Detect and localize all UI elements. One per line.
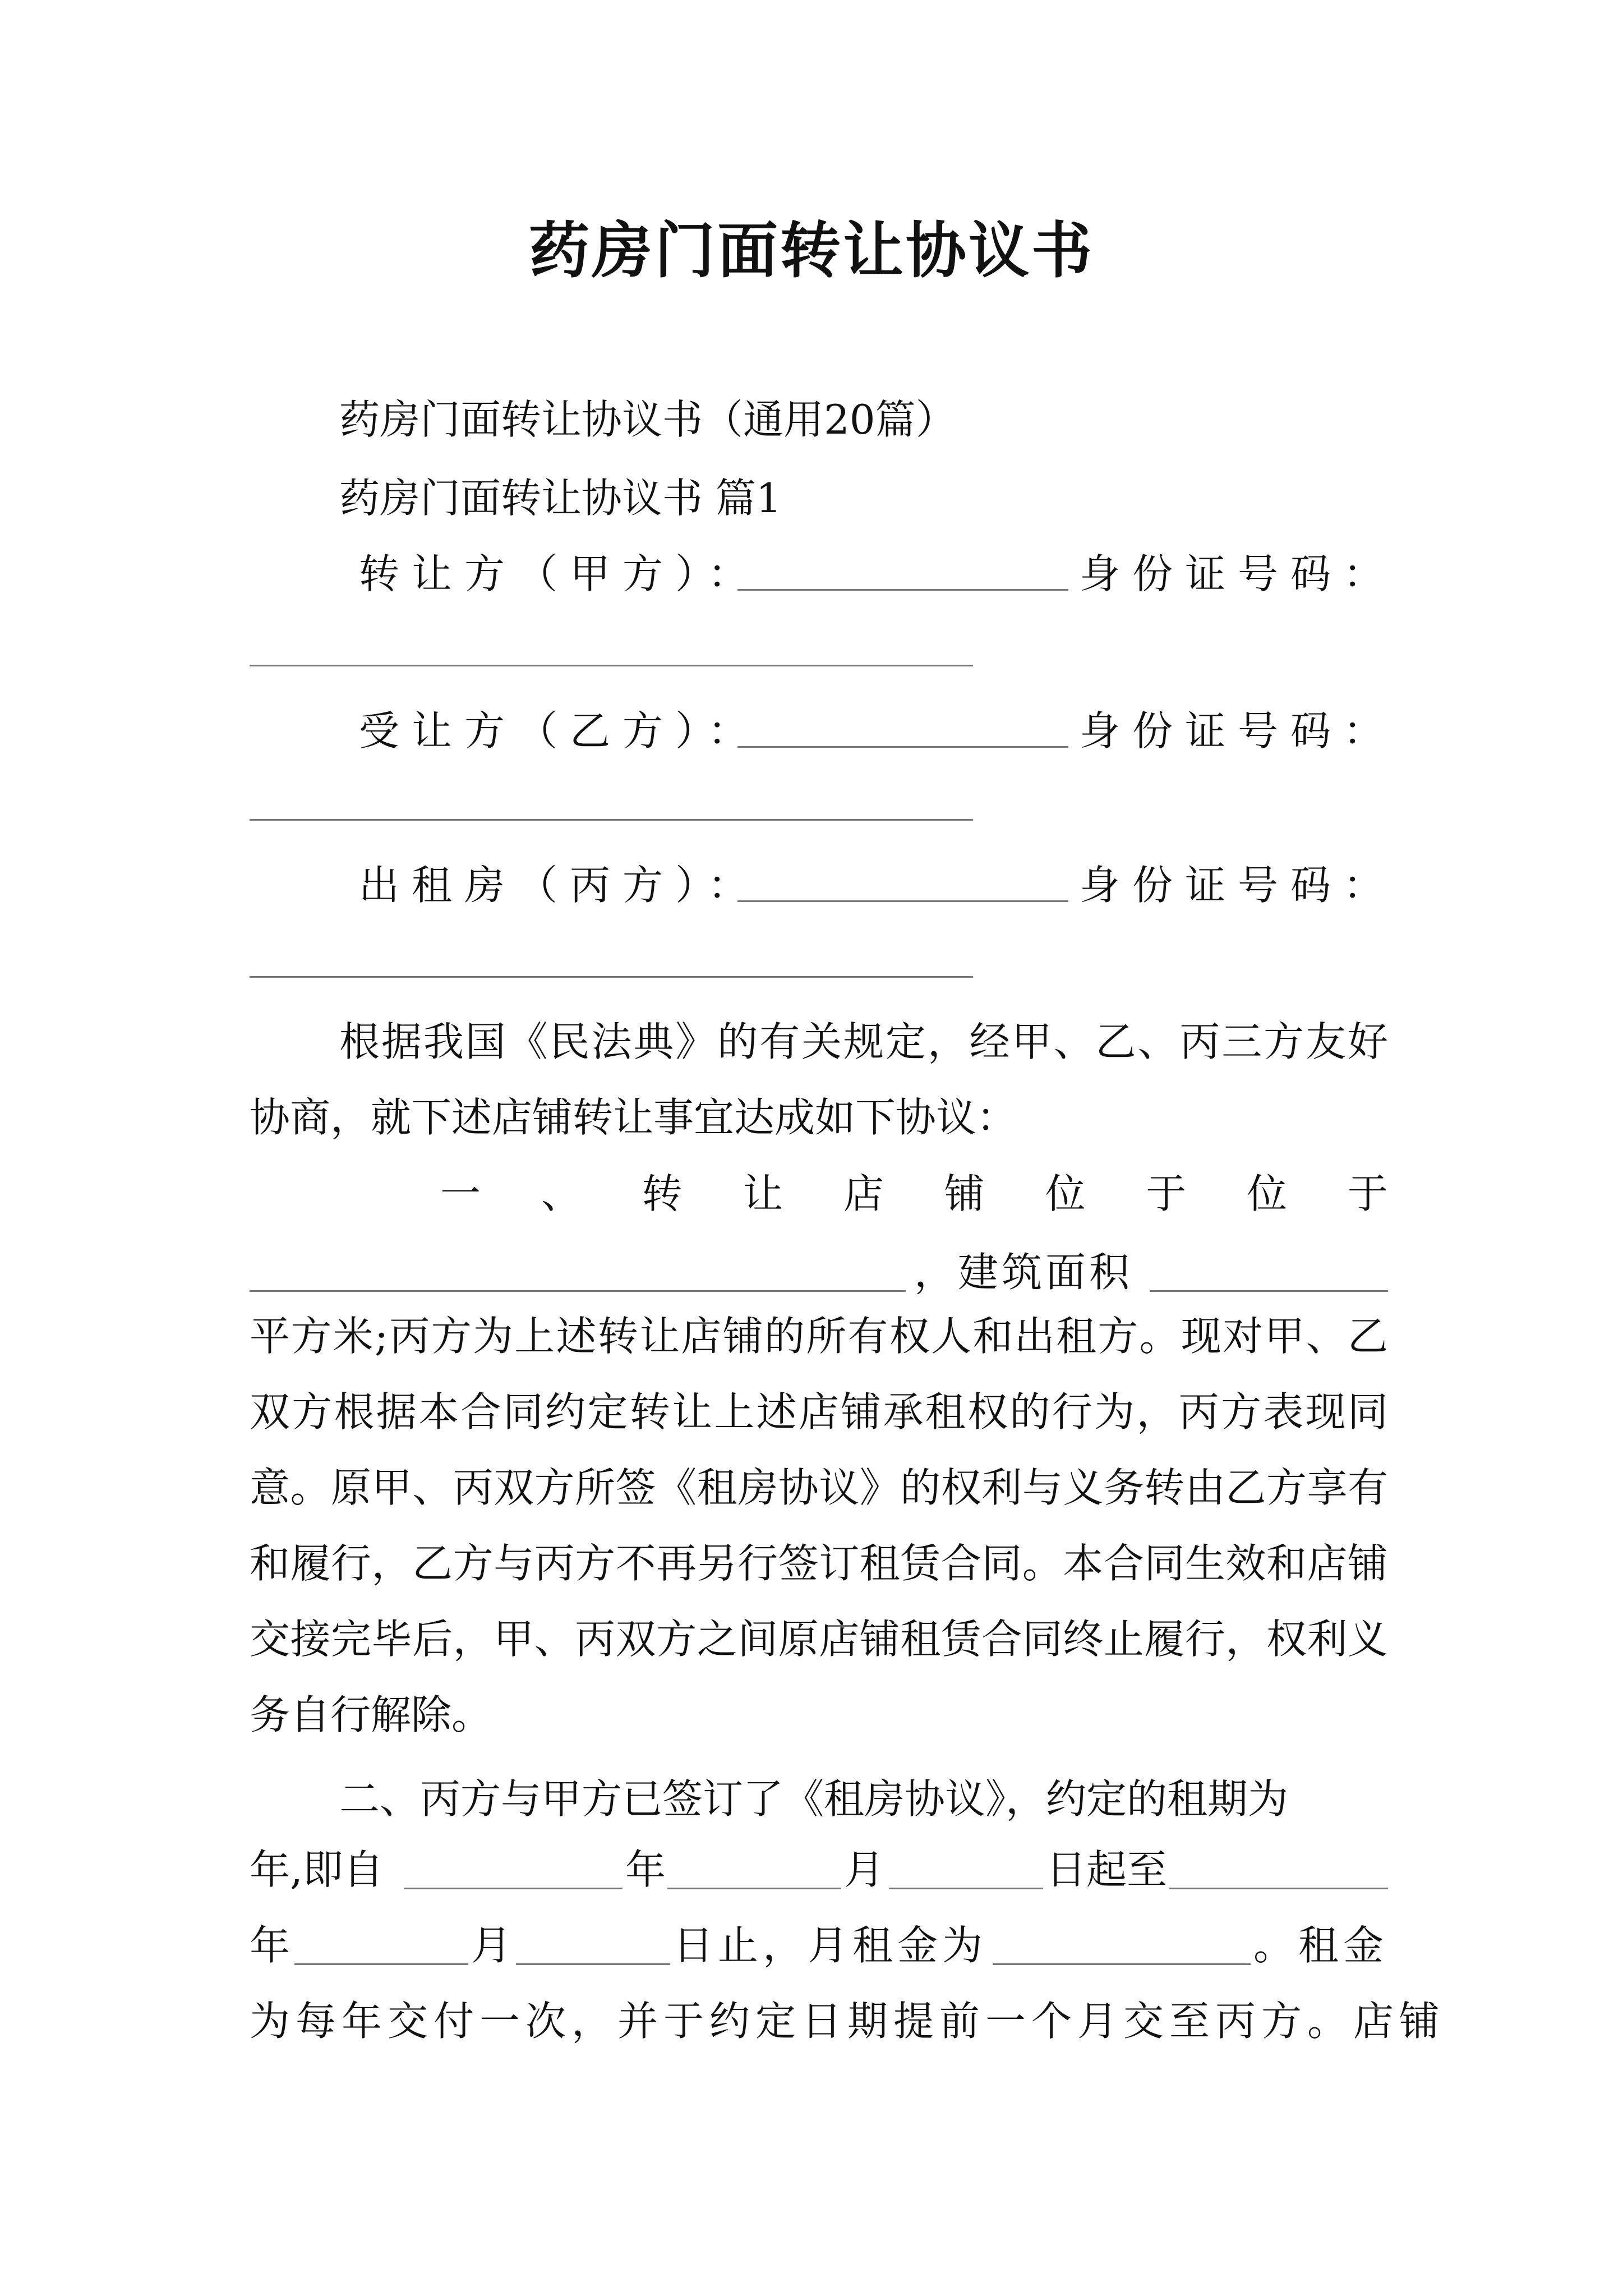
party-c-label: 出租房（丙方）： bbox=[359, 862, 761, 909]
party-c-name-blank bbox=[737, 900, 1068, 902]
start-year-blank bbox=[404, 1888, 623, 1889]
address-blank bbox=[250, 1290, 906, 1292]
party-a-id-label: 身份证号码： bbox=[1080, 550, 1396, 597]
end-day-blank bbox=[516, 1963, 670, 1965]
end-year-blank bbox=[1169, 1888, 1388, 1889]
clause2-rent-suffix: 。租金 bbox=[1253, 1922, 1389, 1969]
clause1-heading-char: 铺 bbox=[944, 1170, 985, 1217]
clause2-lead: 二、丙方与甲方已签订了《租房协议》，约定的租期为 bbox=[339, 1775, 1289, 1823]
clause1-heading-char: 、 bbox=[541, 1170, 582, 1217]
clause1-heading bbox=[250, 1161, 1388, 1220]
clause2-year-prefix: 年,即自 bbox=[250, 1846, 384, 1893]
party-a-name-blank bbox=[737, 589, 1068, 591]
clause1-heading-char: 位 bbox=[1045, 1170, 1086, 1217]
start-month-blank bbox=[667, 1888, 841, 1889]
area-label: ，建筑面积 bbox=[914, 1249, 1133, 1296]
clause2-end-year-unit: 年 bbox=[250, 1922, 291, 1969]
clause2-payment-line: 为每年交付一次，并于约定日期提前一个月交至丙方。店铺 bbox=[250, 1998, 1446, 2045]
clause1-heading-char: 位 bbox=[1247, 1170, 1288, 1217]
party-c-id-blank bbox=[250, 976, 973, 978]
clause1-heading-char: 让 bbox=[743, 1170, 783, 1217]
clause1-heading-char: 于 bbox=[1146, 1170, 1187, 1217]
party-b-name-blank bbox=[737, 746, 1068, 748]
clause1-heading-char: 于 bbox=[1347, 1170, 1388, 1217]
rent-blank bbox=[993, 1963, 1251, 1965]
start-day-blank bbox=[889, 1888, 1043, 1889]
clause2-end-month-unit: 月 bbox=[471, 1922, 512, 1969]
clause2-year-unit: 年 bbox=[625, 1846, 666, 1893]
party-a-label: 转让方（甲方）： bbox=[359, 550, 761, 597]
area-blank bbox=[1150, 1290, 1388, 1292]
clause1-heading-char: 店 bbox=[843, 1170, 884, 1217]
clause1-body: 平方米;丙方为上述转让店铺的所有权人和出租方。现对甲、乙双方根据本合同约定转让上述店铺承租权的行为，丙方表现同意。原甲、丙双方所签《租房协议》的权利与义务转由乙方享有和履行，乙方与丙方不再另行签订租赁合同。本合同生效和店铺交接完毕后，甲、丙双方之间原店铺租赁合同终止履行，权利义务自行解除。 bbox=[250, 1313, 1388, 1738]
clause2-rent-label: 日止，月租金为 bbox=[673, 1922, 988, 1969]
party-c-id-label: 身份证号码： bbox=[1080, 862, 1396, 909]
clause2-month-unit: 月 bbox=[844, 1846, 885, 1893]
party-b-id-blank bbox=[250, 819, 973, 821]
clause1-heading-char: 一 bbox=[440, 1170, 481, 1217]
document-title: 药房门面转让协议书 bbox=[528, 215, 1094, 286]
party-b-label: 受让方（乙方）： bbox=[359, 707, 761, 754]
document-subtitle: 药房门面转让协议书（通用20篇） bbox=[339, 396, 956, 443]
intro-paragraph: 根据我国《民法典》的有关规定，经甲、乙、丙三方友好协商，就下述店铺转让事宜达成如下协议： bbox=[250, 1018, 1388, 1141]
party-b-id-label: 身份证号码： bbox=[1080, 707, 1396, 754]
party-a-id-blank bbox=[250, 665, 973, 666]
section-heading: 药房门面转让协议书 篇1 bbox=[339, 475, 782, 522]
clause1-heading-char: 转 bbox=[642, 1170, 683, 1217]
end-month-blank bbox=[294, 1963, 468, 1965]
clause2-start-suffix: 日起至 bbox=[1046, 1846, 1168, 1893]
